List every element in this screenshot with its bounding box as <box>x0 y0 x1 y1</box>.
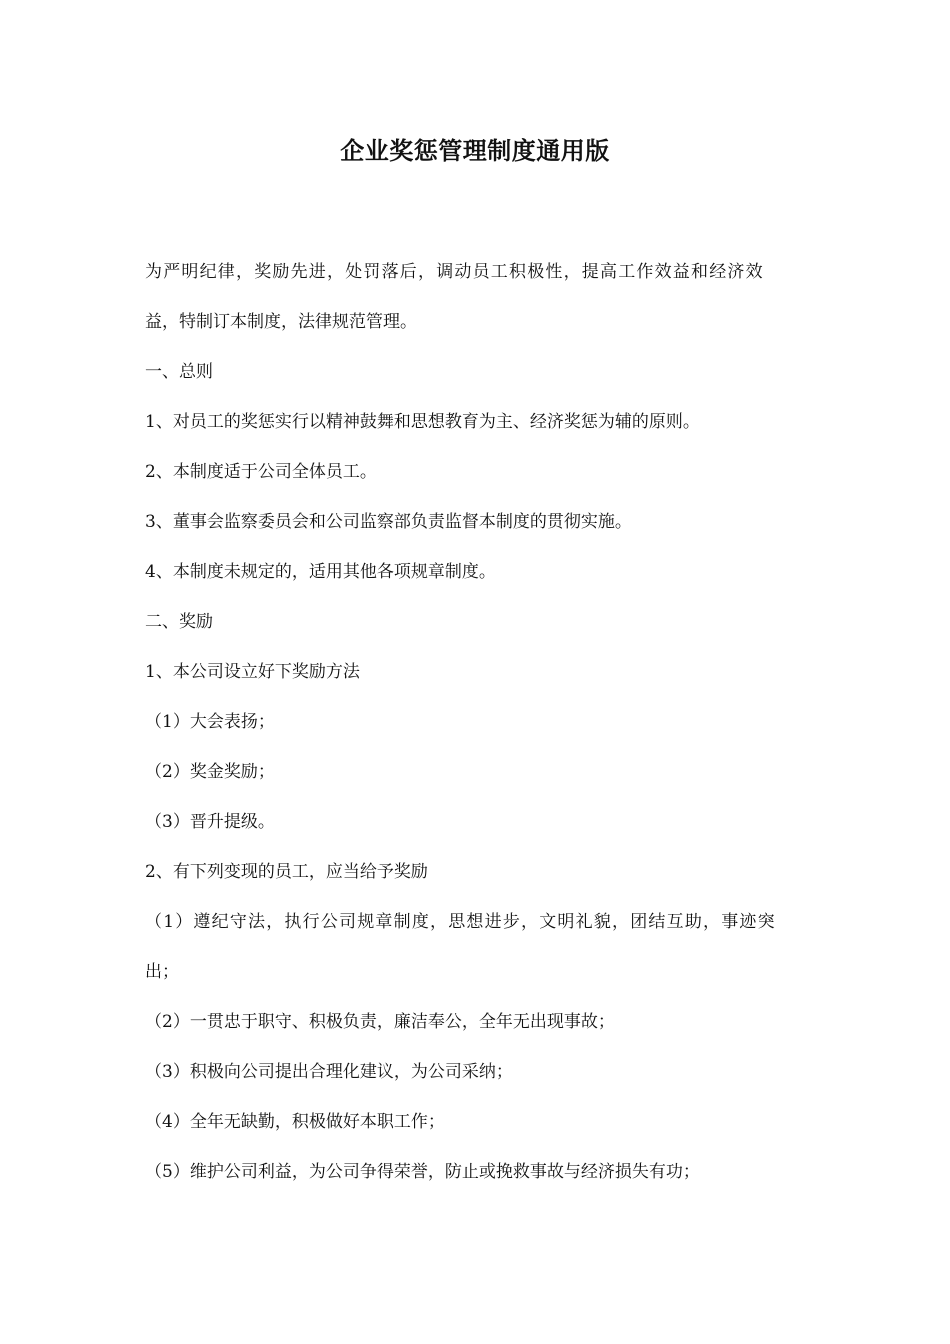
paragraph-line: 4、本制度未规定的，适用其他各项规章制度。 <box>145 562 496 582</box>
list-item: （3）积极向公司提出合理化建议，为公司采纳； <box>145 1062 513 1082</box>
list-item: （1）大会表扬； <box>145 712 275 732</box>
paragraph-line: 益，特制订本制度，法律规范管理。 <box>145 312 417 332</box>
list-item: （2）奖金奖励； <box>145 762 275 782</box>
list-item: （1）遵纪守法，执行公司规章制度，思想进步，文明礼貌，团结互助，事迹突 <box>145 912 776 932</box>
list-item: （2）一贯忠于职守、积极负责，廉洁奉公，全年无出现事故； <box>145 1012 615 1032</box>
paragraph-line: 出； <box>145 962 179 982</box>
list-item: （3）晋升提级。 <box>145 812 275 832</box>
paragraph-line: 3、董事会监察委员会和公司监察部负责监督本制度的贯彻实施。 <box>145 512 632 532</box>
paragraph-line: 1、本公司设立好下奖励方法 <box>145 662 360 682</box>
paragraph-line: 2、有下列变现的员工，应当给予奖励 <box>145 862 428 882</box>
list-item: （5）维护公司利益，为公司争得荣誉，防止或挽救事故与经济损失有功； <box>145 1162 700 1182</box>
document-body <box>145 254 810 1204</box>
paragraph-line: 2、本制度适于公司全体员工。 <box>145 462 377 482</box>
document-title: 企业奖惩管理制度通用版 <box>340 137 610 165</box>
paragraph-line: 为严明纪律，奖励先进，处罚落后，调动员工积极性，提高工作效益和经济效 <box>145 262 764 282</box>
paragraph-line: 1、对员工的奖惩实行以精神鼓舞和思想教育为主、经济奖惩为辅的原则。 <box>145 412 700 432</box>
section-heading: 一、总则 <box>145 362 213 382</box>
section-heading: 二、奖励 <box>145 612 213 632</box>
list-item: （4）全年无缺勤，积极做好本职工作； <box>145 1112 445 1132</box>
